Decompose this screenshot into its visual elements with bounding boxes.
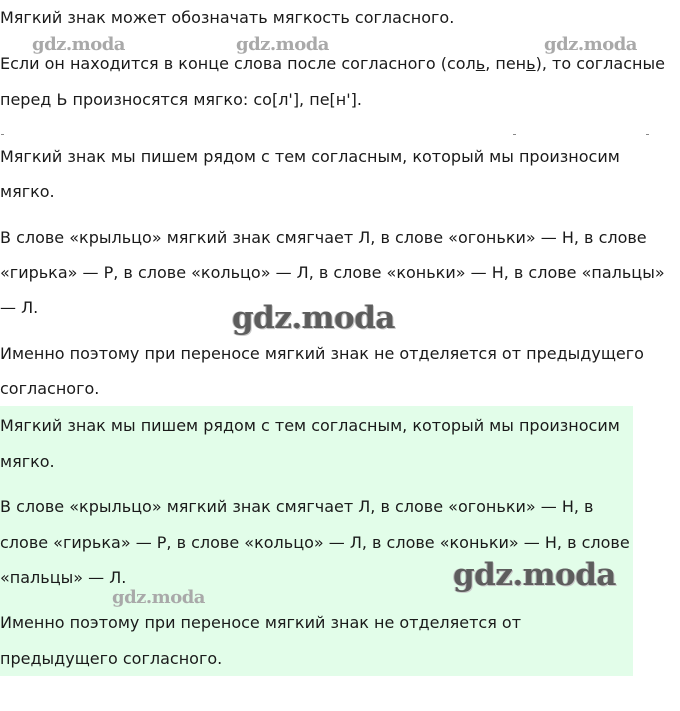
block1-p3-line1: Именно поэтому при переносе мягкий знак не отделяется от предыдущего (0, 344, 644, 363)
watermark-logo: gdz.moda (232, 300, 395, 336)
underlined-soft-sign: ь (526, 54, 536, 73)
intro-line-2-part: ), то согласные (535, 54, 665, 73)
block1-p1-line2: мягко. (0, 182, 55, 201)
divider-mark (513, 134, 516, 135)
watermark-logo: gdz.moda (236, 34, 329, 55)
watermark-logo: gdz.moda (112, 587, 205, 608)
divider-mark (646, 134, 649, 135)
intro-line-1: Мягкий знак может обозначать мягкость согласного. (0, 8, 455, 27)
block2-p2-line3: «пальцы» — Л. (0, 568, 127, 587)
block2-p1-line1: Мягкий знак мы пишем рядом с тем согласным, который мы произносим (0, 416, 620, 435)
watermark-logo: gdz.moda (453, 557, 616, 593)
intro-line-2-part: , пен (485, 54, 527, 73)
intro-line-3: перед Ь произносятся мягко: со[л'], пе[н']. (0, 90, 362, 109)
block2-p3-line1: Именно поэтому при переносе мягкий знак не отделяется от (0, 613, 522, 632)
block1-p2-line2: «гирька» — Р, в слове «кольцо» — Л, в слове «коньки» — Н, в слове «пальцы» (0, 263, 665, 282)
block1-p3-line2: согласного. (0, 379, 100, 398)
block2-p2-line1: В слове «крыльцо» мягкий знак смягчает Л, в слове «огоньки» — Н, в (0, 497, 594, 516)
block2-p3-line2: предыдущего согласного. (0, 649, 223, 668)
block2-p2-line2: слове «гирька» — Р, в слове «кольцо» — Л, в слове «коньки» — Н, в слове (0, 533, 630, 552)
block1-p1-line1: Мягкий знак мы пишем рядом с тем согласным, который мы произносим (0, 147, 620, 166)
block1-p2-line3: — Л. (0, 298, 39, 317)
block2-p1-line2: мягко. (0, 452, 55, 471)
intro-line-2-part: Если он находится в конце слова после согласного (сол (0, 54, 476, 73)
block1-p2-line1: В слове «крыльцо» мягкий знак смягчает Л, в слове «огоньки» — Н, в слове (0, 228, 647, 247)
divider-mark (1, 134, 4, 135)
underlined-soft-sign: ь (475, 54, 486, 73)
watermark-logo: gdz.moda (32, 34, 125, 55)
watermark-logo: gdz.moda (544, 34, 637, 55)
